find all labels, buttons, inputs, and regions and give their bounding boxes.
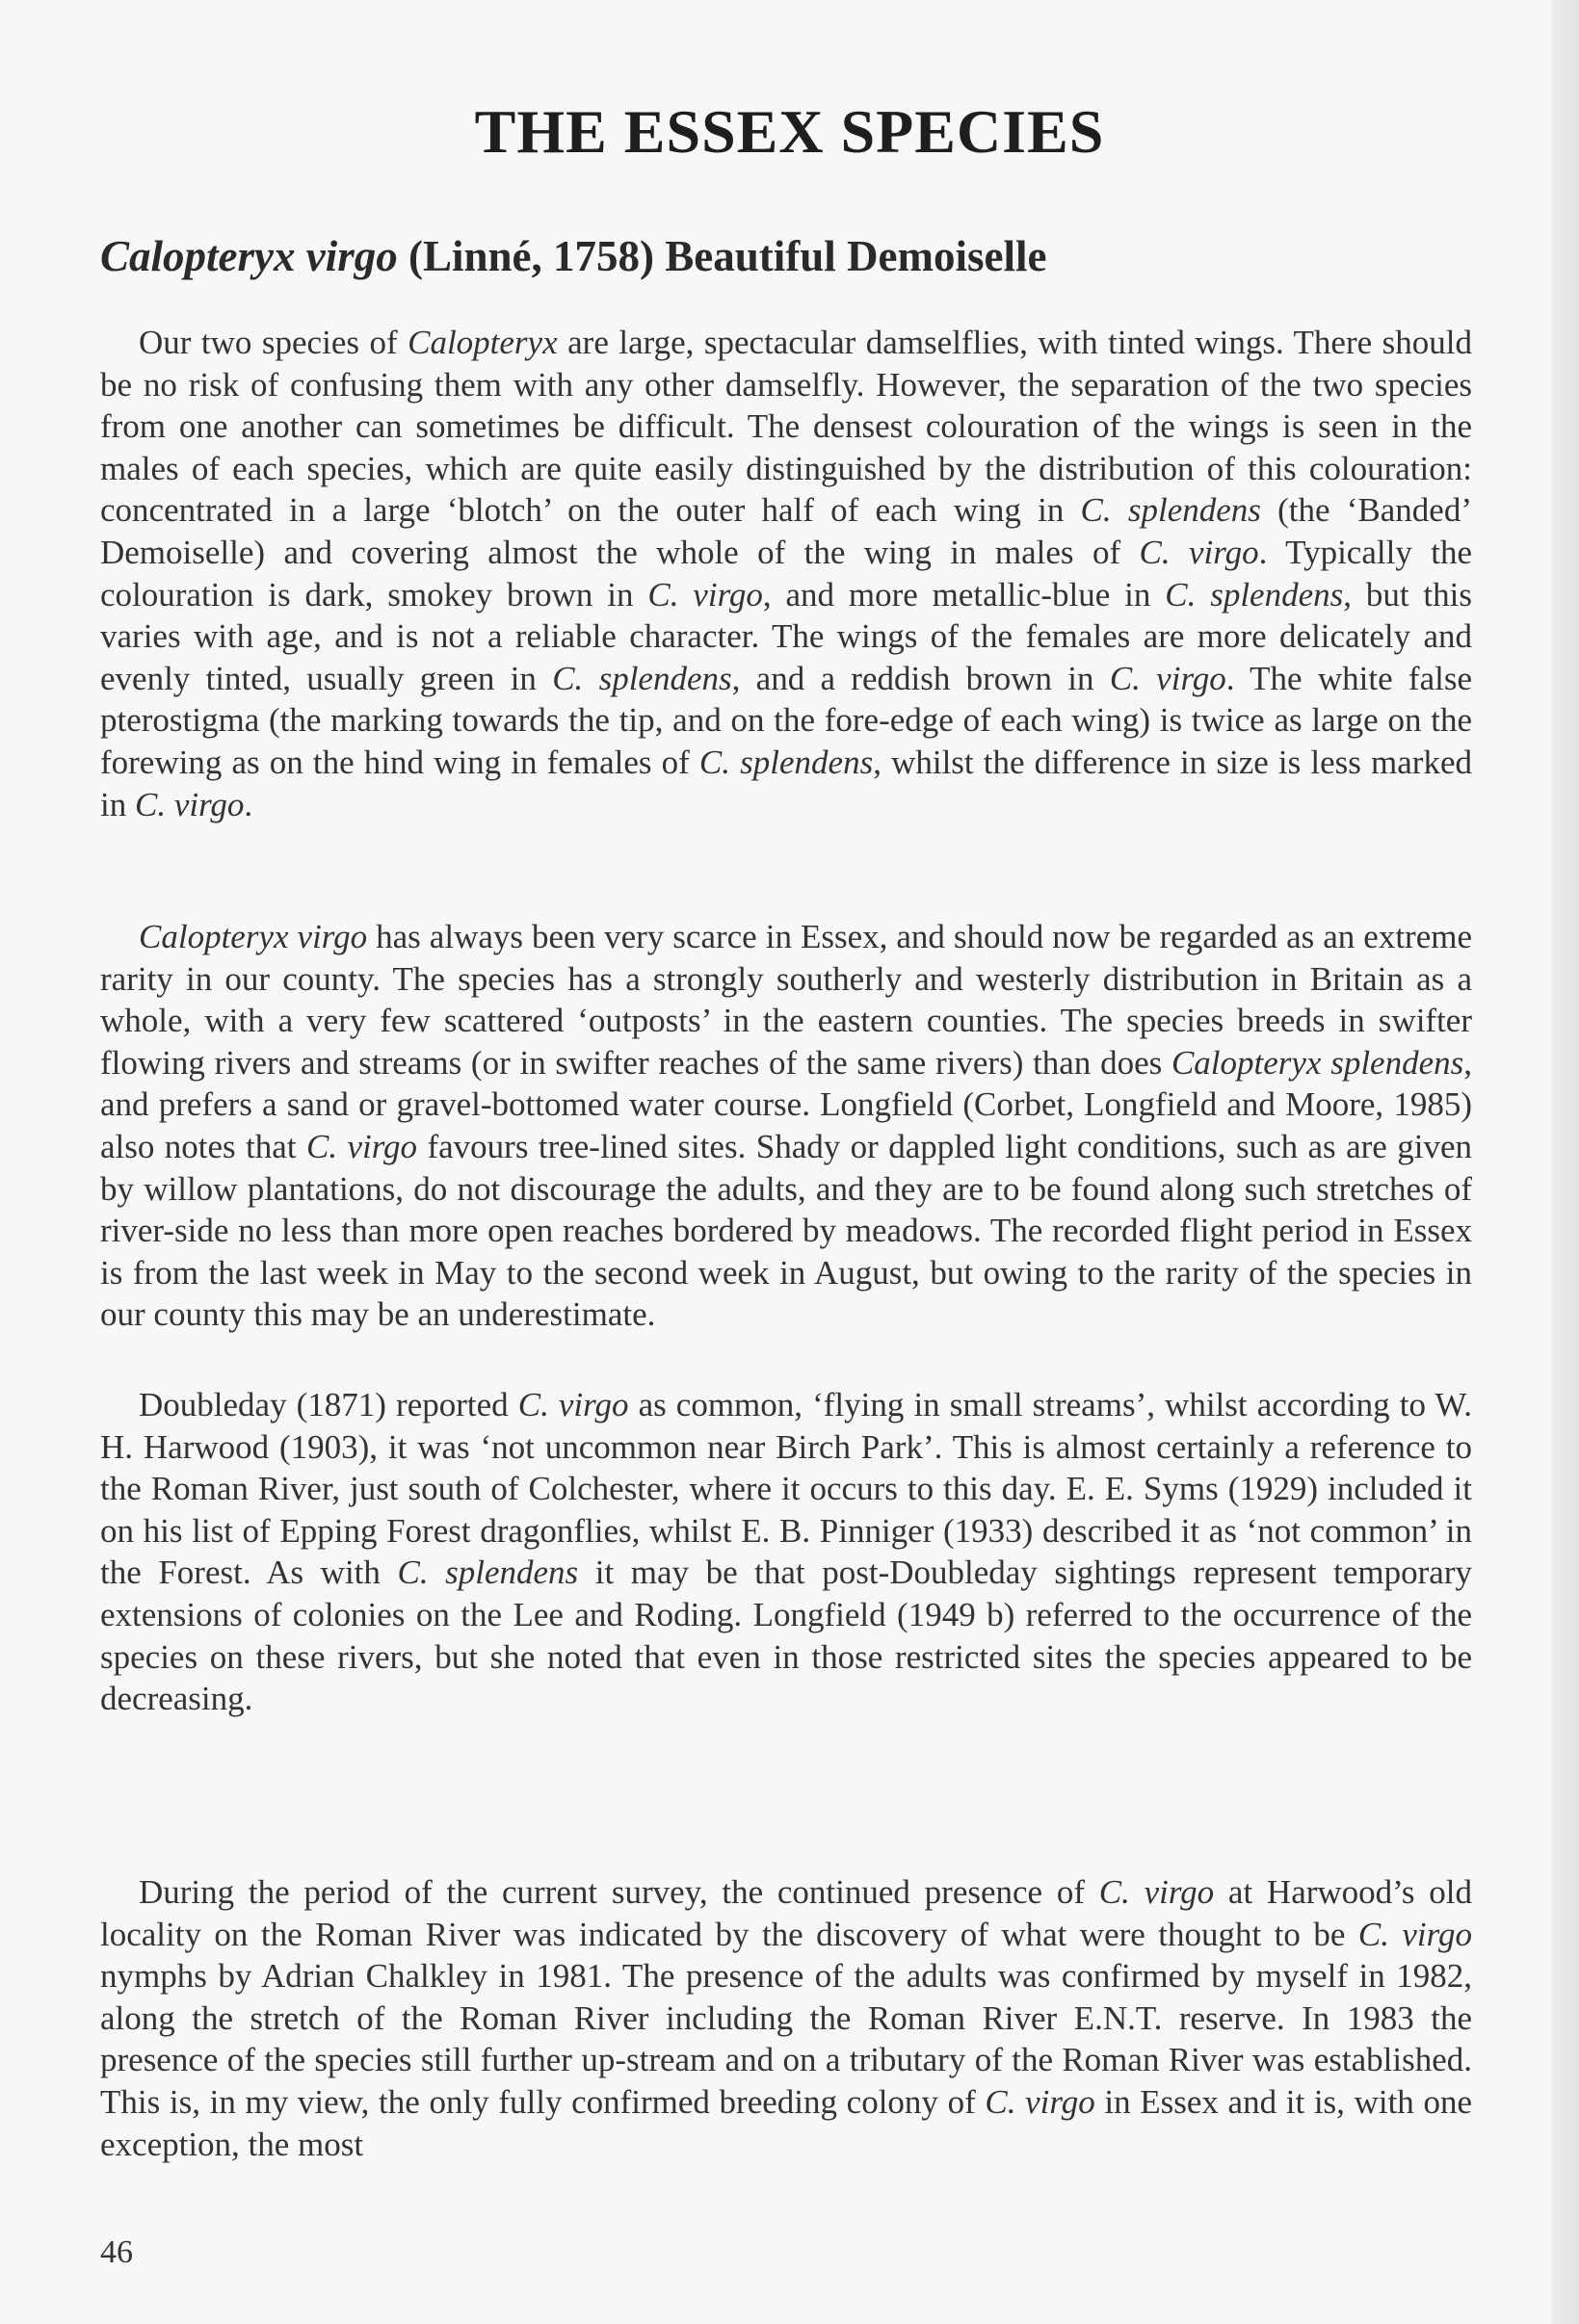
- text-run: (the ‘Banded’ Demoiselle) and covering almost the whole of the wing in males of: [100, 491, 1472, 571]
- text-run: . The white false pterostigma (the marking towards the tip, and on the fore-edge of each wing) is twice as large on the forewing as on the hind wing in females of: [100, 659, 1472, 781]
- text-run: During the period of the current survey, the continued presence of: [139, 1873, 1099, 1911]
- paragraph-history: [100, 1384, 1472, 1720]
- italic-taxon-name: C. splendens: [397, 1554, 579, 1592]
- text-run: favours tree-lined sites. Shady or dappled light conditions, such as are given by willow plantations, do not discourage the adults, and they are to be found along such stretches of river-side no less than more open reaches bordered by meadows. The recorded flight period in Essex is from the last week in May to the second week in August, but owing to the rarity of the species in our county this may be an underestimate.: [100, 1127, 1472, 1334]
- italic-taxon-name: C. virgo: [1098, 1873, 1215, 1911]
- italic-taxon-name: Calopteryx: [408, 324, 558, 361]
- page-number: 46: [100, 2234, 133, 2270]
- page-edge: [1552, 0, 1579, 2324]
- italic-taxon-name: Calopteryx splendens: [1171, 1043, 1464, 1082]
- italic-taxon-name: C. virgo: [1357, 1915, 1472, 1953]
- paragraph-distribution: [100, 916, 1472, 1336]
- italic-taxon-name: C. virgo: [517, 1386, 629, 1423]
- text-run: as common, ‘flying in small streams’, whilst according to W. H. Harwood (1903), it was ‘not uncommon near Birch Park’. This is almost certainly a reference to the Roman River, just south of Colchester, where it occurs to this day. E. E. Syms (1929) included it on his list of Epping Forest dragonflies, whilst E. B. Pinniger (1933) described it as ‘not common’ in the Forest. As with: [100, 1386, 1472, 1592]
- text-run: nymphs by Adrian Chalkley in 1981. The presence of the adults was confirmed by myself in 1982, along the stretch of the Roman River including the Roman River E.N.T. reserve. In 1983 the presence of the species still further up-stream and on a tributary of the Roman River was established. This is, in my view, the only fully confirmed breeding colony of: [100, 1957, 1472, 2121]
- italic-taxon-name: C. virgo: [1109, 659, 1226, 697]
- italic-taxon-name: C. splendens: [698, 743, 874, 781]
- paragraph-identification: [100, 322, 1472, 825]
- text-run: Doubleday (1871) reported: [139, 1386, 518, 1423]
- text-run: , and more metallic-blue in: [762, 575, 1166, 614]
- text-run: at Harwood’s old locality on the Roman River was indicated by the discovery of what were thought to be: [100, 1873, 1472, 1953]
- italic-taxon-name: C. splendens: [1080, 491, 1261, 530]
- species-authority-common-name: (Linné, 1758) Beautiful Demoiselle: [408, 232, 1047, 280]
- species-heading: [100, 231, 1468, 281]
- text-run: . Typically the colouration is dark, smokey brown in: [100, 533, 1472, 614]
- page-title: THE ESSEX SPECIES: [474, 97, 1105, 166]
- text-run: , but this varies with age, and is not a reliable character. The wings of the females are more delicately and evenly tinted, usually green in: [100, 575, 1473, 697]
- text-run: has always been very scarce in Essex, and should now be regarded as an extreme rarity in our county. The species has a strongly southerly and westerly distribution in Britain as a whole, with a very few scattered ‘outposts’ in the eastern counties. The species breeds in swifter flowing rivers and streams (or in swifter reaches of the same rivers) than does: [100, 918, 1472, 1082]
- paragraph-current-survey: [100, 1871, 1472, 2165]
- text-run: , whilst the difference in size is less marked in: [100, 743, 1472, 823]
- species-scientific-name: Calopteryx virgo: [100, 232, 398, 280]
- italic-taxon-name: C. virgo: [305, 1127, 418, 1165]
- italic-taxon-name: C. virgo: [134, 785, 245, 823]
- text-run: it may be that post-Doubleday sightings represent temporary extensions of colonies on the Lee and Roding. Longfield (1949 b) referred to the occurrence of the species on these rivers, but she noted that even in those restricted sites the species appeared to be decreasing.: [100, 1554, 1472, 1718]
- italic-taxon-name: C. virgo: [1139, 533, 1259, 571]
- text-run: are large, spectacular damselflies, with tinted wings. There should be no risk of confusing them with any other damselfly. However, the separation of the two species from one another can sometimes be difficult. The densest colouration of the wings is seen in the males of each species, which are quite easily distinguished by the distribution of this colouration: concentrated in a large ‘blotch’ on the outer half of each wing in: [100, 324, 1472, 530]
- text-run: Our two species of: [139, 324, 408, 361]
- italic-taxon-name: C. virgo: [647, 575, 763, 614]
- text-run: , and prefers a sand or gravel-bottomed water course. Longfield (Corbet, Longfield and Moore, 1985) also notes that: [100, 1043, 1472, 1165]
- text-run: in Essex and it is, with one exception, the most: [100, 2082, 1472, 2163]
- text-run: , and a reddish brown in: [731, 659, 1110, 697]
- italic-taxon-name: C. splendens: [1165, 575, 1344, 614]
- italic-taxon-name: Calopteryx virgo: [139, 918, 368, 955]
- text-run: .: [244, 785, 253, 823]
- italic-taxon-name: C. splendens: [552, 659, 732, 697]
- italic-taxon-name: C. virgo: [985, 2082, 1095, 2121]
